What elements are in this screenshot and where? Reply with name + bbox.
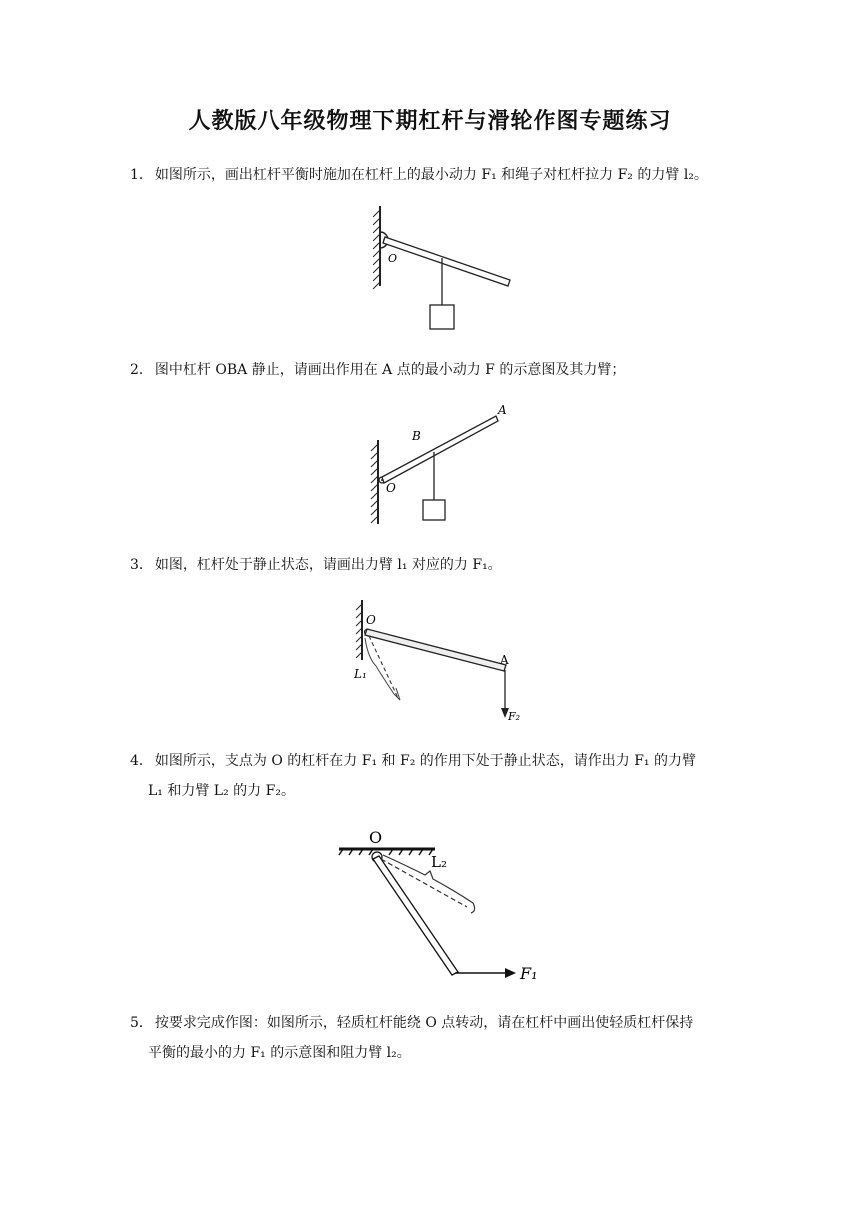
- figure-4-lever: [335, 825, 555, 985]
- pivot-label: O: [369, 828, 383, 847]
- question-text-line1: 如图所示，支点为 O 的杠杆在力 F₁ 和 F₂ 的作用下处于静止状态，请作出力 F₁ 的力臂: [154, 753, 696, 769]
- point-a-label: A: [500, 653, 509, 667]
- figure-3-lever: [350, 598, 530, 728]
- question-text: 如图，杠杆处于静止状态，请画出力臂 l₁ 对应的力 F₁。: [154, 557, 502, 573]
- lever-bar: [373, 856, 458, 975]
- pivot-label: O: [388, 252, 398, 265]
- wall-hatching: [371, 440, 378, 524]
- question-number: 5．: [130, 1015, 153, 1031]
- question-text: 如图所示，画出杠杆平衡时施加在杠杆上的最小动力 F₁ 和绳子对杠杆拉力 F₂ 的力臂 l₂。: [154, 167, 708, 183]
- figure-1-lever: [360, 200, 520, 335]
- question-number: 3．: [130, 557, 153, 573]
- arm-label: L₁: [354, 667, 367, 681]
- hanging-weight: [430, 305, 454, 329]
- page-title: 人教版八年级物理下期杠杆与滑轮作图专题练习: [188, 109, 672, 134]
- force-label: F₂: [508, 710, 521, 723]
- question-4: [130, 746, 740, 806]
- arm-brace: [365, 638, 400, 700]
- question-5: [130, 1008, 740, 1068]
- force-label: F₁: [520, 964, 538, 983]
- question-text-line1: 按要求完成作图：如图所示，轻质杠杆能绕 O 点转动，请在杠杆中画出使轻质杠杆保持: [154, 1015, 694, 1031]
- point-a-label: A: [498, 403, 507, 417]
- question-number: 4．: [130, 753, 153, 769]
- pivot-label: O: [386, 481, 396, 495]
- wall-hatching: [356, 600, 362, 660]
- question-2: [130, 355, 740, 385]
- point-b-label: B: [412, 429, 421, 443]
- figure-2-lever: [360, 400, 520, 530]
- question-1: [130, 160, 740, 190]
- arm-line-dashed: [369, 636, 398, 698]
- lever-bar: [383, 237, 510, 286]
- question-text-line2: 平衡的最小的力 F₁ 的示意图和阻力臂 l₂。: [148, 1045, 411, 1061]
- question-3: [130, 550, 740, 580]
- arm-label: L₂: [431, 853, 447, 871]
- hanging-weight: [423, 500, 445, 520]
- question-text-line2: L₁ 和力臂 L₂ 的力 F₂。: [148, 783, 295, 799]
- pivot-label: O: [366, 613, 376, 627]
- lever-bar: [365, 629, 506, 671]
- force-arrow-head: [505, 968, 516, 978]
- wall-hatching: [373, 206, 380, 289]
- question-text: 图中杠杆 OBA 静止，请画出作用在 A 点的最小动力 F 的示意图及其力臂；: [154, 362, 626, 378]
- question-number: 2．: [130, 362, 153, 378]
- lever-bar: [382, 416, 498, 483]
- question-number: 1．: [130, 167, 153, 183]
